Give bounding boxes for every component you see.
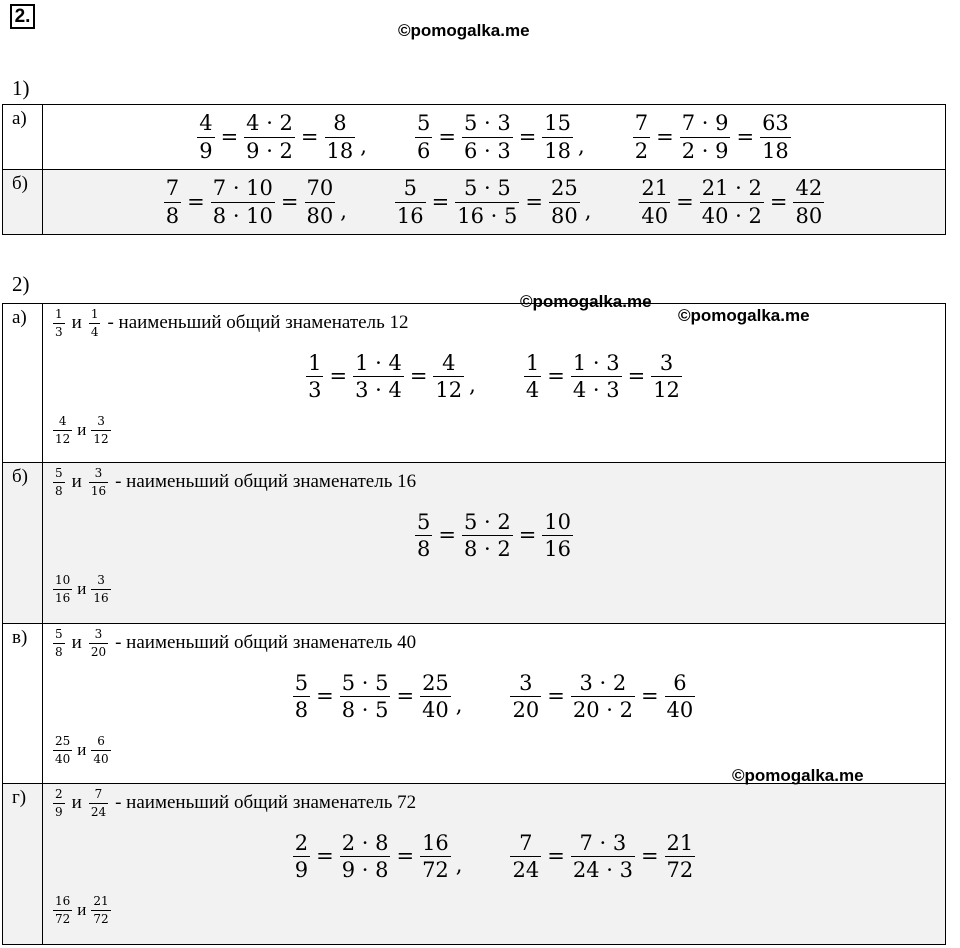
denominator: 16	[90, 483, 107, 498]
part2-row-d	[3, 784, 946, 945]
conjunction: и	[71, 311, 82, 333]
denominator: 40	[641, 203, 669, 228]
fraction	[91, 735, 110, 765]
denominator: 16 · 5	[457, 203, 518, 228]
denominator: 3	[308, 377, 322, 402]
header-text: - наименьший общий знаменатель 40	[115, 631, 417, 653]
equals-sign: =	[525, 190, 543, 214]
denominator: 40	[666, 697, 694, 722]
part2-row-c-content	[43, 624, 946, 784]
denominator: 6 · 3	[463, 138, 511, 163]
numerator: 1	[525, 350, 540, 375]
task-number: 2.	[10, 4, 35, 29]
denominator: 20	[90, 644, 107, 659]
fraction	[53, 574, 72, 604]
numerator: 1 · 4	[355, 350, 402, 375]
numerator: 25	[55, 734, 71, 749]
numerator: 15	[544, 111, 572, 136]
fraction	[53, 895, 72, 925]
fraction	[53, 628, 65, 658]
fraction	[433, 352, 464, 401]
equals-sign: =	[300, 125, 319, 149]
fraction	[306, 352, 323, 401]
equals-sign: =	[438, 125, 456, 149]
conjunction: и	[71, 470, 82, 492]
numerator: 5 · 5	[341, 670, 389, 695]
equals-sign: =	[769, 190, 788, 214]
fraction	[91, 574, 110, 604]
denominator: 12	[55, 431, 71, 446]
watermark-bottom: ©pomogalka.me	[732, 766, 864, 785]
equals-sign: =	[640, 684, 659, 709]
fraction	[542, 511, 573, 560]
fraction	[89, 788, 108, 818]
header-text: - наименьший общий знаменатель 72	[115, 791, 417, 813]
denominator: 2	[634, 138, 649, 163]
numerator: 1	[308, 350, 322, 375]
denominator: 9	[294, 857, 309, 882]
denominator: 9	[55, 804, 63, 819]
denominator: 18	[762, 138, 789, 163]
fraction	[325, 112, 356, 161]
watermark-mid-2: ©pomogalka.me	[678, 306, 810, 325]
numerator: 25	[550, 176, 578, 201]
denominator: 8 · 2	[463, 536, 511, 561]
denominator: 12	[435, 377, 463, 402]
denominator: 6	[416, 138, 431, 163]
row-result	[43, 894, 945, 925]
denominator: 18	[326, 138, 354, 163]
denominator: 8	[165, 203, 180, 228]
equals-sign: =	[676, 190, 694, 214]
denominator: 16	[396, 203, 424, 228]
denominator: 24 · 3	[572, 857, 633, 882]
denominator: 40	[55, 751, 71, 766]
fraction	[89, 467, 108, 497]
fraction	[462, 112, 513, 161]
fraction	[549, 177, 580, 226]
row-header	[43, 463, 945, 497]
numerator: 5	[416, 111, 431, 136]
equation-group	[520, 352, 686, 401]
row-header	[43, 784, 945, 818]
numerator: 3	[97, 573, 105, 588]
fraction	[91, 895, 110, 925]
comma: ,	[455, 852, 463, 877]
row-label: а)	[3, 105, 43, 170]
fraction	[571, 832, 635, 881]
equals-sign: =	[518, 523, 537, 548]
part2-row-d-content	[43, 784, 946, 945]
numerator: 7 · 3	[579, 830, 627, 855]
numerator: 16	[422, 830, 449, 855]
equation-line	[43, 658, 945, 734]
numerator: 4	[442, 350, 456, 375]
equation-group	[391, 177, 591, 226]
fraction	[89, 308, 101, 338]
fraction	[651, 352, 682, 401]
numerator: 5	[55, 466, 63, 480]
fraction	[244, 112, 295, 161]
equals-sign: =	[640, 844, 659, 869]
equals-sign: =	[409, 364, 428, 389]
part2-row-b-content	[43, 463, 946, 624]
denominator: 24	[90, 804, 107, 819]
numerator: 21	[93, 894, 109, 909]
denominator: 40 · 2	[701, 203, 762, 228]
equals-sign: =	[627, 364, 646, 389]
numerator: 10	[544, 509, 572, 534]
numerator: 2	[55, 787, 63, 801]
numerator: 1	[90, 307, 99, 321]
numerator: 63	[762, 111, 789, 136]
numerator: 7	[94, 787, 103, 801]
denominator: 16	[544, 536, 572, 561]
fraction	[420, 832, 451, 881]
equation-group	[635, 177, 828, 226]
fraction	[164, 177, 181, 226]
fraction	[510, 832, 541, 881]
denominator: 20	[512, 697, 540, 722]
denominator: 4	[525, 377, 540, 402]
fraction	[510, 672, 541, 721]
numerator: 7	[165, 176, 180, 201]
numerator: 21	[641, 176, 669, 201]
fraction	[420, 672, 451, 721]
numerator: 8	[333, 111, 347, 136]
denominator: 40	[422, 697, 449, 722]
part1-row-a	[3, 105, 946, 170]
equation-line	[43, 338, 945, 414]
numerator: 7	[519, 830, 533, 855]
numerator: 5 · 3	[463, 111, 511, 136]
numerator: 1 · 3	[572, 350, 620, 375]
denominator: 18	[544, 138, 572, 163]
conjunction: и	[77, 899, 87, 919]
numerator: 5	[403, 176, 417, 201]
row-label: б)	[3, 463, 43, 624]
comma: ,	[469, 372, 476, 397]
part2-row-a-content	[43, 304, 946, 463]
equals-sign: =	[547, 844, 565, 869]
conjunction: и	[71, 631, 82, 653]
denominator: 72	[422, 857, 449, 882]
denominator: 16	[93, 590, 109, 605]
equals-sign: =	[396, 684, 415, 709]
fraction	[524, 352, 541, 401]
denominator: 72	[93, 911, 109, 926]
denominator: 80	[550, 203, 578, 228]
fraction	[53, 308, 65, 338]
fraction	[633, 112, 650, 161]
numerator: 42	[795, 176, 823, 201]
denominator: 12	[653, 377, 680, 402]
numerator: 5	[55, 627, 63, 641]
part1-table	[2, 104, 946, 235]
row-result	[43, 734, 945, 765]
part2-row-a	[3, 304, 946, 463]
fraction	[700, 177, 764, 226]
equals-sign: =	[316, 844, 334, 869]
part1-row-a-content	[43, 105, 946, 170]
fraction	[462, 511, 513, 560]
numerator: 10	[55, 573, 71, 588]
fraction	[571, 352, 622, 401]
denominator: 8 · 5	[341, 697, 389, 722]
part1-label: 1)	[12, 76, 30, 100]
part2-table	[2, 303, 946, 945]
numerator: 4	[199, 111, 213, 136]
fraction	[211, 177, 275, 226]
fraction	[542, 112, 573, 161]
denominator: 20 · 2	[572, 697, 633, 722]
watermark-mid-1: ©pomogalka.me	[520, 292, 652, 311]
fraction	[680, 112, 731, 161]
fraction	[340, 832, 391, 881]
numerator: 5	[416, 509, 431, 534]
denominator: 2 · 9	[681, 138, 729, 163]
conjunction: и	[71, 791, 82, 813]
equation-group	[629, 112, 795, 161]
numerator: 2	[294, 830, 309, 855]
denominator: 40	[93, 751, 109, 766]
numerator: 6	[673, 670, 687, 695]
equals-sign: =	[518, 125, 537, 149]
numerator: 1	[55, 307, 63, 321]
conjunction: и	[77, 419, 87, 439]
row-result	[43, 414, 945, 445]
numerator: 70	[306, 176, 334, 201]
equals-sign: =	[280, 190, 299, 214]
fraction	[91, 415, 110, 445]
denominator: 72	[55, 911, 71, 926]
equals-sign: =	[187, 190, 205, 214]
row-result	[43, 573, 945, 604]
numerator: 25	[422, 670, 449, 695]
numerator: 6	[97, 734, 105, 749]
denominator: 3	[55, 324, 63, 339]
numerator: 4	[58, 414, 67, 429]
comma: ,	[340, 198, 347, 223]
numerator: 7 · 10	[212, 176, 273, 201]
numerator: 7	[634, 111, 649, 136]
denominator: 3 · 4	[355, 377, 402, 402]
part2-row-b	[3, 463, 946, 624]
denominator: 8	[294, 697, 309, 722]
fraction	[455, 177, 519, 226]
row-label: а)	[3, 304, 43, 463]
numerator: 21 · 2	[701, 176, 762, 201]
denominator: 12	[93, 431, 109, 446]
fraction	[665, 672, 696, 721]
equation-line	[43, 497, 945, 573]
fraction	[571, 672, 635, 721]
denominator: 8	[55, 644, 63, 659]
denominator: 80	[795, 203, 823, 228]
fraction	[53, 788, 65, 818]
fraction	[53, 467, 65, 497]
comma: ,	[578, 133, 585, 158]
fraction	[415, 112, 432, 161]
row-label: б)	[3, 170, 43, 235]
equals-sign: =	[316, 684, 334, 709]
denominator: 9	[199, 138, 213, 163]
equation-group	[289, 672, 463, 721]
equals-sign: =	[329, 364, 348, 389]
denominator: 80	[306, 203, 334, 228]
denominator: 9 · 8	[341, 857, 389, 882]
equation-group	[193, 112, 367, 161]
equals-sign: =	[736, 125, 755, 149]
fraction	[293, 672, 310, 721]
fraction	[639, 177, 670, 226]
denominator: 4 · 3	[572, 377, 620, 402]
equation-line	[43, 818, 945, 894]
fraction	[305, 177, 336, 226]
fraction	[760, 112, 791, 161]
numerator: 2 · 8	[341, 830, 389, 855]
denominator: 8 · 10	[212, 203, 273, 228]
denominator: 4	[90, 324, 99, 339]
equation-line	[43, 105, 945, 169]
equation-group	[160, 177, 347, 226]
fraction	[793, 177, 824, 226]
numerator: 3 · 2	[579, 670, 627, 695]
equals-sign: =	[396, 844, 415, 869]
equation-group	[289, 832, 463, 881]
fraction	[53, 735, 72, 765]
numerator: 16	[55, 894, 71, 909]
row-header	[43, 304, 945, 338]
denominator: 9 · 2	[246, 138, 293, 163]
denominator: 16	[55, 590, 71, 605]
row-label: г)	[3, 784, 43, 945]
watermark-top: ©pomogalka.me	[398, 21, 530, 40]
conjunction: и	[77, 739, 87, 759]
denominator: 8	[416, 536, 431, 561]
numerator: 5 · 2	[463, 509, 511, 534]
equals-sign: =	[547, 364, 565, 389]
fraction	[53, 415, 72, 445]
fraction	[293, 832, 310, 881]
fraction	[340, 672, 391, 721]
denominator: 24	[512, 857, 540, 882]
conjunction: и	[77, 578, 87, 598]
comma: ,	[360, 133, 367, 158]
denominator: 72	[666, 857, 694, 882]
part1-row-b-content	[43, 170, 946, 235]
equation-group	[506, 672, 699, 721]
numerator: 3	[659, 350, 674, 375]
numerator: 3	[94, 466, 103, 480]
fraction	[353, 352, 404, 401]
fraction	[197, 112, 214, 161]
equals-sign: =	[656, 125, 674, 149]
equation-line	[43, 170, 945, 234]
numerator: 5 · 5	[463, 176, 511, 201]
equals-sign: =	[438, 523, 456, 548]
equation-group	[302, 352, 476, 401]
numerator: 3	[94, 627, 103, 641]
numerator: 3	[519, 670, 533, 695]
fraction	[89, 628, 108, 658]
header-text: - наименьший общий знаменатель 12	[107, 311, 409, 333]
equals-sign: =	[431, 190, 450, 214]
part2-label: 2)	[12, 272, 30, 296]
denominator: 8	[55, 483, 63, 498]
equals-sign: =	[220, 125, 239, 149]
numerator: 21	[666, 830, 694, 855]
numerator: 7 · 9	[681, 111, 729, 136]
numerator: 3	[97, 414, 105, 429]
comma: ,	[584, 198, 592, 223]
fraction	[665, 832, 696, 881]
header-text: - наименьший общий знаменатель 16	[115, 470, 417, 492]
part2-row-c	[3, 624, 946, 784]
equation-group	[411, 112, 585, 161]
equation-group	[411, 511, 577, 560]
row-header	[43, 624, 945, 658]
numerator: 4 · 2	[246, 111, 293, 136]
fraction	[395, 177, 426, 226]
fraction	[415, 511, 432, 560]
part1-row-b	[3, 170, 946, 235]
equation-group	[506, 832, 699, 881]
numerator: 5	[294, 670, 309, 695]
equals-sign: =	[547, 684, 565, 709]
comma: ,	[455, 692, 463, 717]
row-label: в)	[3, 624, 43, 784]
